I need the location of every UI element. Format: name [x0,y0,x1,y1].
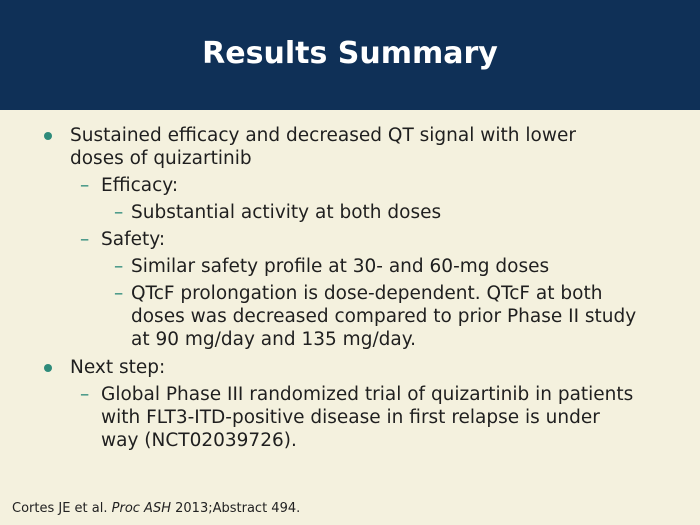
subbullet-text: Efficacy: [101,175,179,196]
bullet-text: Next step: [70,357,166,378]
slide-title: Results Summary [202,35,498,71]
subsubbullet-text: Similar safety profile at 30- and 60-mg doses [131,256,550,277]
subsubbullet-text: Substantial activity at both doses [131,202,442,223]
subbullet-item [0,383,641,452]
subsubbullet-text: QTcF prolongation is dose-dependent. QTcF at both doses was decreased compared to prior Phase II study at 90 mg/day and 135 mg/day. [131,283,637,350]
subbullet-text: Safety: [101,229,166,250]
bullet-dot-icon [44,364,52,372]
subbullet-text: Global Phase III randomized trial of quizartinib in patients with FLT3-ITD-positive disease in first relapse is under way (NCT02039726). [101,384,634,451]
citation-authors: Cortes JE et al. [12,501,108,516]
dash-icon: – [114,202,124,223]
slide-body [0,124,700,452]
bullet-dot-icon [44,132,52,140]
citation-journal: Proc ASH [111,501,171,516]
bullet-text: Sustained efficacy and decreased QT signal with lower doses of quizartinib [70,125,576,169]
dash-icon: – [114,283,124,304]
dash-icon: – [114,256,124,277]
subbullet-item [0,174,641,197]
subbullet-item [0,228,641,251]
subsubbullet-item [0,255,651,278]
citation-footer [12,501,300,516]
slide-header [0,0,700,110]
dash-icon: – [80,229,90,250]
dash-icon: – [80,384,90,405]
subsubbullet-item [0,201,651,224]
bullet-item [0,356,630,379]
subsubbullet-item [0,282,651,351]
citation-details: 2013;Abstract 494. [175,501,301,516]
bullet-item [0,124,630,170]
dash-icon: – [80,175,90,196]
